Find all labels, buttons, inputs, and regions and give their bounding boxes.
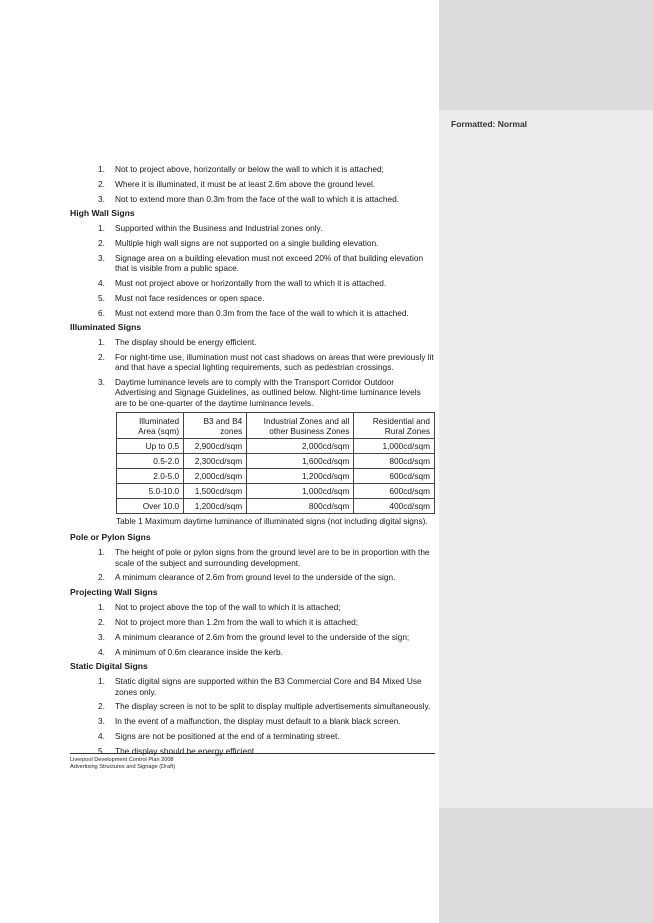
item-text: Not to project above the top of the wall to which it is attached; — [115, 602, 341, 613]
item-number: 4. — [98, 646, 105, 657]
list-item — [70, 701, 435, 711]
table-row — [117, 484, 435, 499]
heading-high-wall-signs: High Wall Signs — [70, 208, 135, 219]
item-number: 4. — [98, 277, 105, 288]
list-item — [70, 602, 435, 612]
list-item — [70, 617, 435, 627]
footer-section-title: Advertising Structures and Signage (Draft) — [70, 764, 176, 770]
list-item — [70, 716, 435, 726]
table-cell: 2,000cd/sqm — [247, 439, 354, 454]
document-body — [70, 164, 435, 761]
item-number: 1. — [98, 223, 105, 234]
list-item — [70, 547, 435, 567]
table-header-cell: B3 and B4 zones — [184, 413, 247, 439]
table-caption: Table 1 Maximum daytime luminance of illuminated signs (not including digital signs). — [116, 516, 428, 527]
item-text: The display screen is not to be split to display multiple advertisements simultaneously. — [115, 701, 431, 712]
item-number: 1. — [98, 337, 105, 348]
list-item — [70, 278, 435, 288]
item-number: 3. — [98, 252, 105, 263]
table-cell: 1,000cd/sqm — [247, 484, 354, 499]
item-text: The display should be energy efficient. — [115, 745, 257, 756]
item-text: Signage area on a building elevation must not exceed 20% of that building elevation that is visible from a public space. — [115, 252, 424, 274]
item-number: 3. — [98, 631, 105, 642]
item-text: A minimum clearance of 2.6m from the ground level to the underside of the sign; — [115, 631, 410, 642]
item-number: 5. — [98, 292, 105, 303]
table-cell: 1,200cd/sqm — [184, 499, 247, 514]
item-number: 3. — [98, 377, 105, 388]
item-number: 2. — [98, 352, 105, 363]
table-header-cell: Residential and Rural Zones — [354, 413, 435, 439]
table-cell: 2.0-5.0 — [117, 469, 184, 484]
luminance-table — [116, 412, 435, 514]
item-number: 2. — [98, 616, 105, 627]
table-cell: 1,200cd/sqm — [247, 469, 354, 484]
list-item — [70, 676, 435, 696]
list-pole-pylon-signs — [70, 547, 435, 582]
table-row — [117, 499, 435, 514]
item-number: 2. — [98, 572, 105, 583]
list-high-wall-signs — [70, 223, 435, 317]
list-item — [70, 731, 435, 741]
item-text: In the event of a malfunction, the display must default to a blank black screen. — [115, 716, 401, 727]
table-cell: 1,600cd/sqm — [247, 454, 354, 469]
heading-static-digital-signs: Static Digital Signs — [70, 661, 148, 672]
item-text: Supported within the Business and Industrial zones only. — [115, 223, 323, 234]
list-illuminated-signs — [70, 337, 435, 407]
table-row — [117, 439, 435, 454]
table-header-cell: Industrial Zones and all other Business Zones — [247, 413, 354, 439]
list-item — [70, 164, 435, 174]
table-cell: 400cd/sqm — [354, 499, 435, 514]
item-number: 5. — [98, 745, 105, 756]
item-text: Daytime luminance levels are to comply with the Transport Corridor Outdoor Advertising and Signage Guidelines, as outlined below. Night-time luminance levels are to be one-quarter of the daytime luminance levels. — [115, 377, 421, 408]
table-cell: 2,300cd/sqm — [184, 454, 247, 469]
item-number: 1. — [98, 676, 105, 687]
list-item — [70, 337, 435, 347]
list-item — [70, 308, 435, 318]
table-cell: 800cd/sqm — [354, 454, 435, 469]
heading-projecting-wall-signs: Projecting Wall Signs — [70, 587, 158, 598]
item-text: Not to project above, horizontally or below the wall to which it is attached; — [115, 164, 384, 174]
item-number: 1. — [98, 164, 105, 174]
item-number: 3. — [98, 193, 105, 204]
item-text: Where it is illuminated, it must be at least 2.6m above the ground level. — [115, 178, 376, 189]
list-item — [70, 223, 435, 233]
table-cell: 600cd/sqm — [354, 469, 435, 484]
table-cell: 2,000cd/sqm — [184, 469, 247, 484]
list-item — [70, 238, 435, 248]
item-text: Static digital signs are supported within the B3 Commercial Core and B4 Mixed Use zones only. — [115, 676, 422, 697]
list-item — [70, 179, 435, 189]
table-header-cell: Illuminated Area (sqm) — [117, 413, 184, 439]
item-text: The display should be energy efficient. — [115, 337, 257, 348]
item-number: 1. — [98, 547, 105, 558]
list-static-digital-signs — [70, 676, 435, 756]
item-number: 2. — [98, 701, 105, 712]
item-text: Must not face residences or open space. — [115, 292, 265, 303]
list-item — [70, 377, 435, 408]
table-cell: 1,000cd/sqm — [354, 439, 435, 454]
comment-balloon[interactable] — [439, 110, 653, 808]
table-cell: 5.0-10.0 — [117, 484, 184, 499]
heading-illuminated-signs: Illuminated Signs — [70, 322, 142, 333]
item-text: Multiple high wall signs are not supported on a single building elevation. — [115, 238, 379, 249]
list-item — [70, 194, 435, 204]
item-number: 2. — [98, 238, 105, 249]
item-text: The height of pole or pylon signs from the ground level are to be in proportion with the scale of the subject and surrounding development. — [115, 547, 430, 568]
item-text: Signs are not be positioned at the end of a terminating street. — [115, 730, 340, 741]
list-item — [70, 632, 435, 642]
item-number: 4. — [98, 730, 105, 741]
comment-label: Formatted: Normal — [451, 119, 528, 129]
table-cell: 800cd/sqm — [247, 499, 354, 514]
item-text: Must not extend more than 0.3m from the face of the wall to which it is attached. — [115, 307, 409, 318]
list-projecting-wall-signs — [70, 602, 435, 657]
heading-pole-pylon-signs: Pole or Pylon Signs — [70, 532, 151, 543]
list-general — [70, 164, 435, 204]
item-number: 3. — [98, 716, 105, 727]
table-row — [117, 454, 435, 469]
list-item — [70, 253, 435, 273]
table-header-row — [117, 413, 435, 439]
item-text: Must not project above or horizontally from the wall to which it is attached. — [115, 277, 387, 288]
table-cell: Over 10.0 — [117, 499, 184, 514]
table-row — [117, 469, 435, 484]
item-number: 2. — [98, 178, 105, 189]
list-item — [70, 293, 435, 303]
table-cell: 0.5-2.0 — [117, 454, 184, 469]
item-text: A minimum of 0.6m clearance inside the kerb. — [115, 646, 283, 657]
item-text: A minimum clearance of 2.6m from ground level to the underside of the sign. — [115, 572, 396, 583]
table-cell: 600cd/sqm — [354, 484, 435, 499]
item-text: For night-time use, illumination must not cast shadows on areas that were previously lit and that have a special lighting requirements, such as pedestrian crossings. — [115, 352, 434, 373]
item-text: Not to project more than 1.2m from the wall to which it is attached; — [115, 616, 359, 627]
table-cell: Up to 0.5 — [117, 439, 184, 454]
list-item — [70, 352, 435, 372]
footer-document-title: Liverpool Development Control Plan 2008 — [70, 757, 174, 763]
table-cell: 1,500cd/sqm — [184, 484, 247, 499]
page-footer — [70, 753, 435, 771]
item-number: 1. — [98, 602, 105, 613]
list-item — [70, 647, 435, 657]
table-cell: 2,900cd/sqm — [184, 439, 247, 454]
item-number: 6. — [98, 307, 105, 318]
item-text: Not to extend more than 0.3m from the face of the wall to which it is attached. — [115, 193, 400, 204]
list-item — [70, 572, 435, 582]
